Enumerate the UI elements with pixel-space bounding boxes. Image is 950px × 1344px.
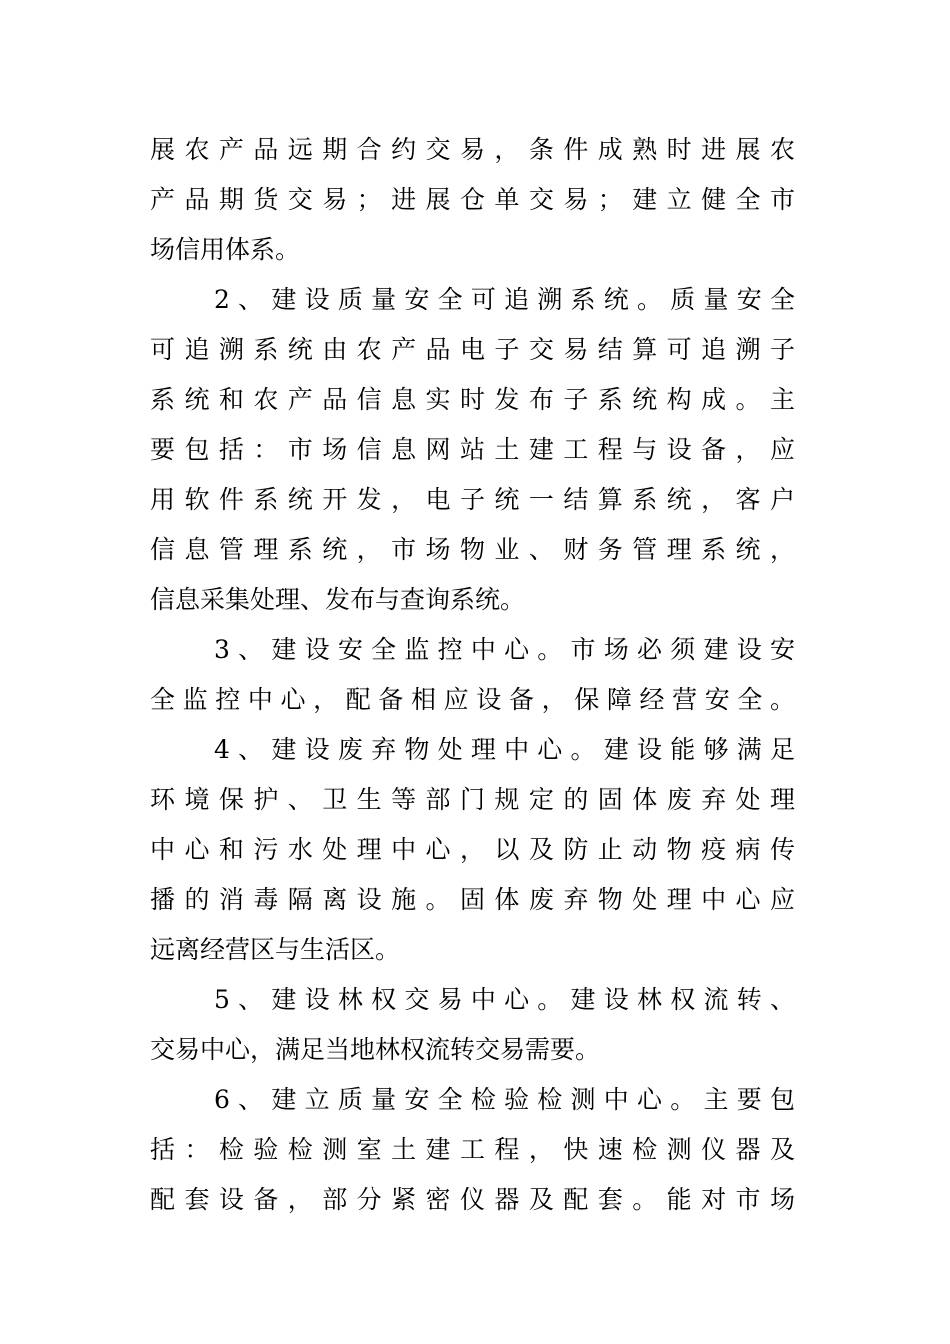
paragraph-3-heading-line: 3、建设安全监控中心。市场必须建设安: [214, 635, 795, 664]
text-line: 全监控中心，配备相应设备，保障经营安全。: [150, 685, 795, 714]
text-line: 要包括：市场信息网站土建工程与设备，应: [150, 435, 795, 464]
text-line: 场信用体系。: [150, 235, 301, 264]
text-line: 可追溯系统由农产品电子交易结算可追溯子: [150, 335, 795, 364]
text-line: 系统和农产品信息实时发布子系统构成。主: [150, 385, 795, 414]
text-line: 交易中心，满足当地林权流转交易需要。: [150, 1035, 601, 1064]
text-line: 展农产品远期合约交易，条件成熟时进展农: [150, 135, 795, 164]
text-line: 播的消毒隔离设施。固体废弃物处理中心应: [150, 885, 795, 914]
paragraph-4-heading-line: 4、建设废弃物处理中心。建设能够满足: [214, 735, 795, 764]
text-line: 信息采集处理、发布与查询系统。: [150, 585, 526, 614]
text-line: 产品期货交易；进展仓单交易；建立健全市: [150, 185, 795, 214]
text-line: 括：检验检测室土建工程，快速检测仪器及: [150, 1135, 795, 1164]
paragraph-2-heading-line: 2、建设质量安全可追溯系统。质量安全: [214, 285, 795, 314]
text-line: 信息管理系统，市场物业、财务管理系统，: [150, 535, 795, 564]
text-line: 配套设备，部分紧密仪器及配套。能对市场: [150, 1185, 795, 1214]
text-line: 远离经营区与生活区。: [150, 935, 401, 964]
paragraph-5-heading-line: 5、建设林权交易中心。建设林权流转、: [214, 985, 795, 1014]
paragraph-6-heading-line: 6、建立质量安全检验检测中心。主要包: [214, 1085, 795, 1114]
text-line: 中心和污水处理中心，以及防止动物疫病传: [150, 835, 795, 864]
text-line: 环境保护、卫生等部门规定的固体废弃处理: [150, 785, 795, 814]
text-line: 用软件系统开发，电子统一结算系统，客户: [150, 485, 795, 514]
